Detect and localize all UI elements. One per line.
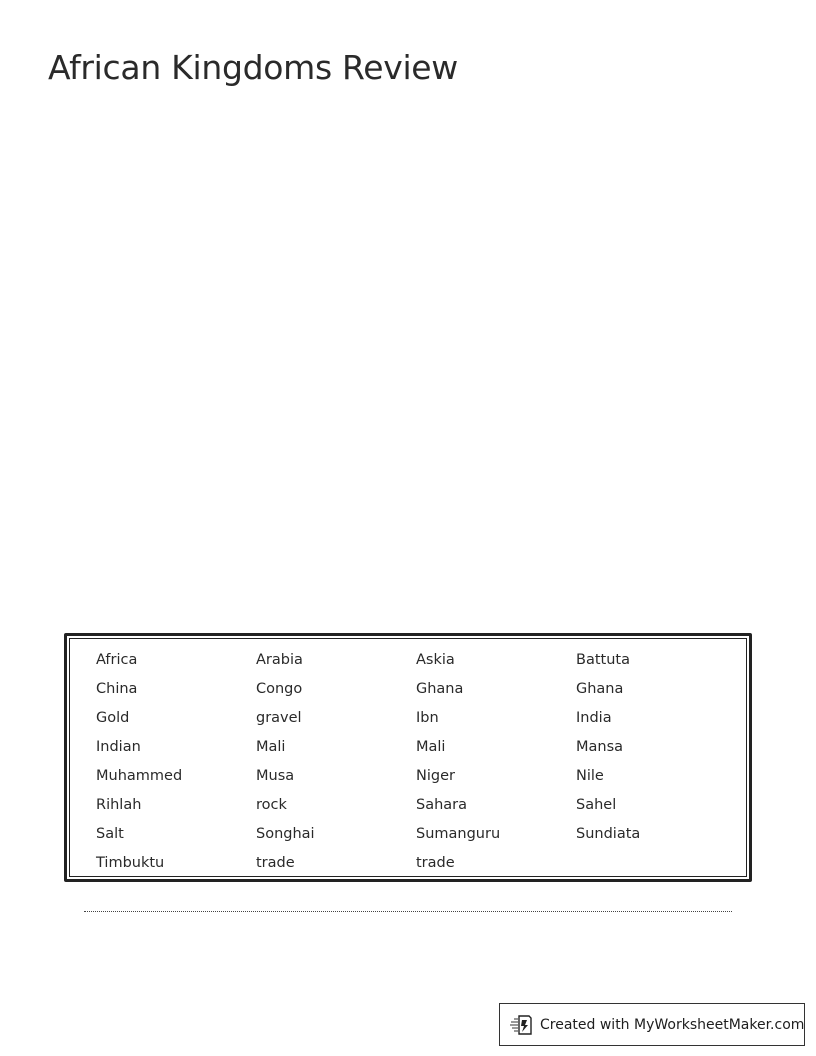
- credit-text: Created with MyWorksheetMaker.com: [540, 1016, 805, 1033]
- worksheet-maker-logo-icon: [510, 1013, 534, 1037]
- word-bank-item: Ghana: [576, 681, 624, 697]
- word-bank-item: Sahara: [416, 797, 468, 813]
- word-bank-item: Congo: [256, 681, 303, 697]
- word-bank-item: trade: [416, 855, 455, 871]
- word-bank-item: Indian: [96, 739, 141, 755]
- word-bank: [64, 633, 752, 882]
- word-bank-item: Timbuktu: [96, 855, 165, 871]
- word-bank-grid: [96, 651, 716, 883]
- word-bank-item: Africa: [96, 652, 138, 668]
- word-bank-item: Arabia: [256, 652, 303, 668]
- dotted-divider: [84, 911, 732, 912]
- word-bank-item: Salt: [96, 826, 124, 842]
- word-bank-item: Mansa: [576, 739, 624, 755]
- word-bank-item: China: [96, 681, 138, 697]
- credit-badge[interactable]: [499, 1003, 805, 1046]
- word-bank-item: rock: [256, 797, 287, 813]
- word-bank-item: Niger: [416, 768, 455, 784]
- word-bank-item: trade: [256, 855, 295, 871]
- word-bank-item: Sumanguru: [416, 826, 501, 842]
- word-bank-item: Mali: [416, 739, 446, 755]
- word-bank-item: Songhai: [256, 826, 315, 842]
- word-bank-item: Nile: [576, 768, 604, 784]
- word-bank-item: Sundiata: [576, 826, 641, 842]
- word-bank-item: India: [576, 710, 612, 726]
- word-bank-item: Mali: [256, 739, 286, 755]
- word-bank-item: Muhammed: [96, 768, 183, 784]
- word-bank-item: gravel: [256, 710, 302, 726]
- word-bank-item: Gold: [96, 710, 130, 726]
- word-bank-item: Ghana: [416, 681, 464, 697]
- word-bank-item: Ibn: [416, 710, 439, 726]
- page-title: African Kingdoms Review: [48, 48, 458, 87]
- word-bank-item: Rihlah: [96, 797, 142, 813]
- word-bank-item: Sahel: [576, 797, 617, 813]
- word-bank-item: Musa: [256, 768, 295, 784]
- word-bank-item: Battuta: [576, 652, 630, 668]
- word-bank-item: Askia: [416, 652, 455, 668]
